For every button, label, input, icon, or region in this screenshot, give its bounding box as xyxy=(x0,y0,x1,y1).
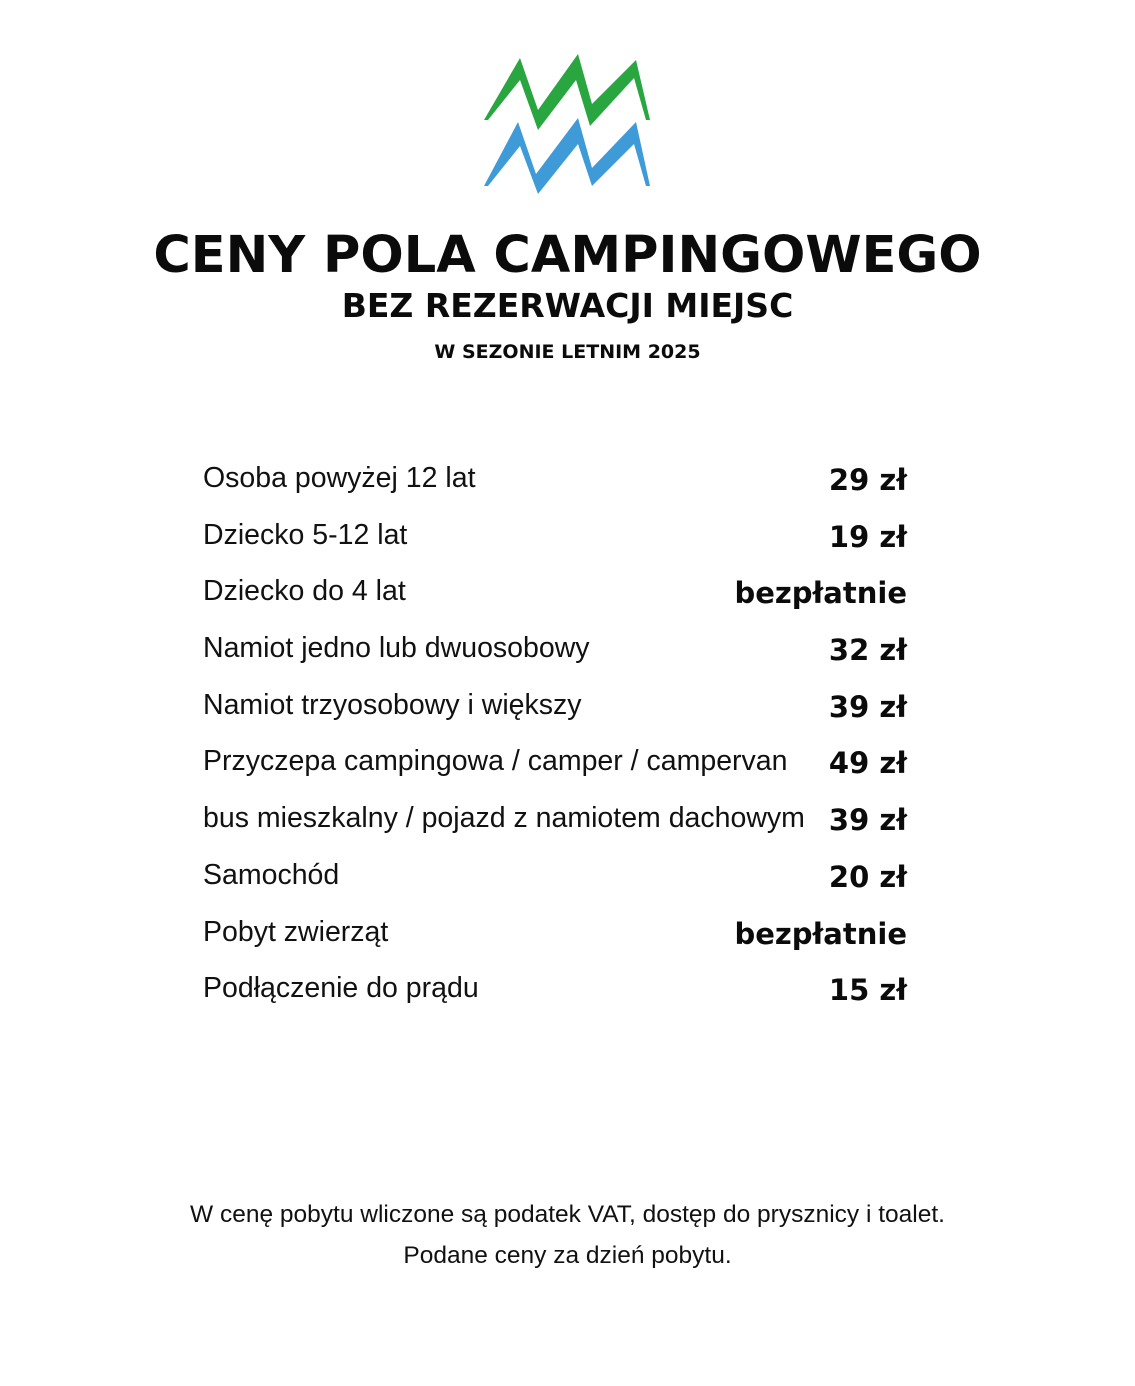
green-zigzag-icon xyxy=(484,54,650,130)
item-price: 20 zł xyxy=(828,859,907,894)
item-price: 29 zł xyxy=(828,463,907,497)
page-title: CENY POLA CAMPINGOWEGO xyxy=(153,226,982,285)
season-label: W SEZONIE LETNIM 2025 xyxy=(434,341,701,363)
item-label: bus mieszkalny / pojazd z namiotem dachowym xyxy=(203,802,805,835)
price-row xyxy=(203,626,907,683)
item-label: Podłączenie do prądu xyxy=(203,972,479,1005)
price-row xyxy=(203,853,907,910)
item-price: 49 zł xyxy=(828,746,907,781)
price-row xyxy=(203,966,907,1023)
item-label: Dziecko do 4 lat xyxy=(203,575,406,608)
price-row xyxy=(203,910,907,967)
item-price: 32 zł xyxy=(828,633,907,668)
price-row xyxy=(203,796,907,853)
price-row xyxy=(203,739,907,796)
item-price: 19 zł xyxy=(828,519,907,554)
page-subtitle: BEZ REZERWACJI MIEJSC xyxy=(341,286,794,325)
item-price: 39 zł xyxy=(828,803,907,838)
footnote-vat: W cenę pobytu wliczone są podatek VAT, dostęp do prysznicy i toalet. xyxy=(190,1201,945,1228)
price-row xyxy=(203,569,907,626)
footnote-per-day: Podane ceny za dzień pobytu. xyxy=(403,1242,732,1269)
item-price: bezpłatnie xyxy=(734,576,907,611)
item-label: Dziecko 5-12 lat xyxy=(203,518,408,551)
item-price: bezpłatnie xyxy=(734,916,907,951)
item-label: Osoba powyżej 12 lat xyxy=(203,462,476,494)
item-label: Pobyt zwierząt xyxy=(203,915,389,948)
price-row xyxy=(203,513,907,570)
mountain-waves-logo xyxy=(480,50,656,196)
price-list xyxy=(203,456,907,1023)
item-label: Namiot trzyosobowy i większy xyxy=(203,688,582,721)
blue-zigzag-icon xyxy=(484,118,650,194)
price-row xyxy=(203,683,907,740)
item-label: Przyczepa campingowa / camper / campervan xyxy=(203,745,788,778)
price-row xyxy=(203,456,907,513)
item-label: Samochód xyxy=(203,858,340,891)
item-label: Namiot jedno lub dwuosobowy xyxy=(203,632,590,665)
item-price: 15 zł xyxy=(828,973,907,1008)
item-price: 39 zł xyxy=(828,689,907,724)
